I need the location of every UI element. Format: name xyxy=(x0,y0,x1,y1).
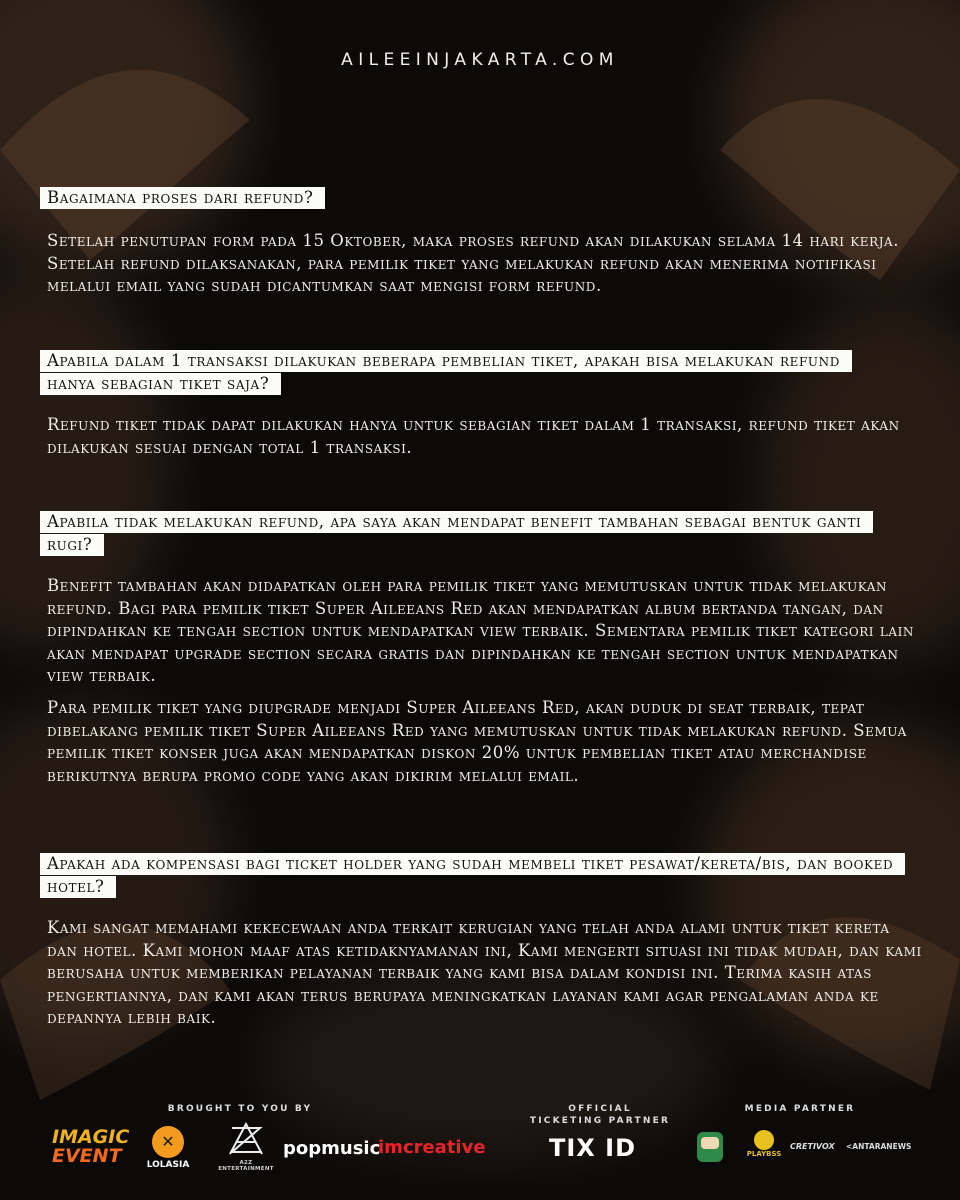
imagic-event-logo: IMAGIC EVENT xyxy=(52,1126,130,1167)
faq-question: Bagaimana proses dari refund? xyxy=(40,186,325,209)
tix-id-logo: TIX ID xyxy=(549,1134,637,1162)
faq-answer: Refund tiket tidak dapat dilakukan hanya untuk sebagian tiket dalam 1 transaksi, refund tiket akan dilakukan sesuai dengan total 1 transaksi. xyxy=(47,415,900,457)
popmusic-logo: popmusic xyxy=(283,1138,381,1159)
media-partner-label: MEDIA PARTNER xyxy=(744,1104,856,1114)
ticketing-label-1: OFFICIAL xyxy=(568,1104,632,1114)
footer-sponsors xyxy=(0,1100,960,1200)
faq-answer: Kami sangat memahami kekecewaan anda terkait kerugian yang telah anda alami untuk tiket kereta dan hotel. Kami mohon maaf atas ketidaknyamanan ini, Kami mengerti situasi ini tidak mudah, dan kami berusaha untuk memberikan pelayanan terbaik yang kami bisa dalam kondisi ini. Terima kasih atas pengertiannya, dan kami akan terus berupaya meningkatkan layanan kami agar pengalaman anda ke depannya lebih baik. xyxy=(47,918,922,1028)
cretivox-logo: CRETIVOX xyxy=(790,1142,835,1151)
imcreative-logo: imcreative xyxy=(378,1137,486,1158)
playboss-logo: PLAYBSS xyxy=(744,1130,784,1158)
faq-answer: Benefit tambahan akan didapatkan oleh para pemilik tiket yang memutuskan untuk tidak melakukan refund. Bagi para pemilik tiket Super Aileeans Red akan mendapatkan album bertanda tangan, dan dipindahkan ke tengah section untuk mendapatkan view terbaik. Sementara pemilik tiket kategori lain akan mendapat upgrade section secara gratis dan dipindahkan ke tengah section untuk mendapatkan view terbaik. xyxy=(47,576,914,686)
site-url: AILEEINJAKARTA.COM xyxy=(341,50,619,70)
a2z-logo: A2Z ENTERTAINMENT xyxy=(216,1122,276,1172)
lolasia-logo: ✕ LOLASIA xyxy=(142,1126,194,1170)
character-logo xyxy=(697,1132,723,1162)
ticketing-label-2: TICKETING PARTNER xyxy=(529,1116,671,1126)
faq-answer: Para pemilik tiket yang diupgrade menjadi Super Aileeans Red, akan duduk di seat terbaik, tepat dibelakang pemilik tiket Super Aileeans Red yang memutuskan untuk tidak melakukan refund. Semua pemilik tiket konser juga akan mendapatkan diskon 20% untuk pembelian tiket atau merchandise berikutnya berupa promo code yang akan dikirim melalui email. xyxy=(47,698,907,785)
faq-question: Apabila tidak melakukan refund, apa saya akan mendapat benefit tambahan sebagai bentuk ganti rugi? xyxy=(40,510,910,556)
brought-to-you-label: BROUGHT TO YOU BY xyxy=(167,1104,313,1114)
antaranews-logo: <ANTARANEWS xyxy=(846,1142,912,1151)
faq-question: Apakah ada kompensasi bagi ticket holder yang sudah membeli tiket pesawat/kereta/bis, dan booked hotel? xyxy=(40,852,910,898)
faq-answer: Setelah penutupan form pada 15 Oktober, maka proses refund akan dilakukan selama 14 hari kerja. Setelah refund dilaksanakan, para pemilik tiket yang melakukan refund akan menerima notifikasi melalui email yang sudah dicantumkan saat mengisi form refund. xyxy=(47,231,900,296)
faq-question: Apabila dalam 1 transaksi dilakukan beberapa pembelian tiket, apakah bisa melakukan refund hanya sebagian tiket saja? xyxy=(40,349,860,395)
